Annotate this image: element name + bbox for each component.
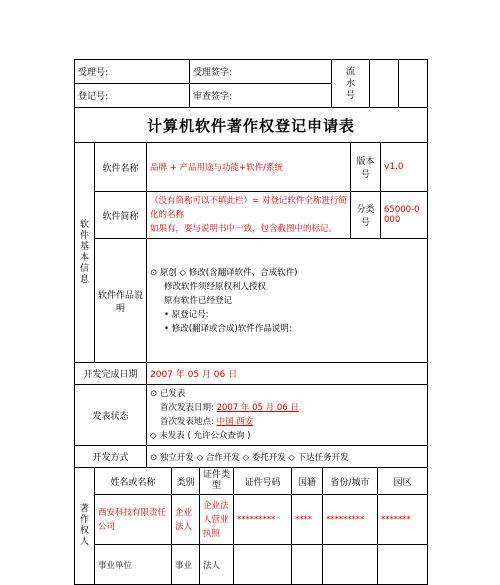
table-row: 事业单位 事业 法人 xyxy=(75,545,428,585)
dev-date-value[interactable]: 2007 年 05 月 06 日 xyxy=(147,363,428,385)
review-sign-field: 审查签字: xyxy=(190,84,332,108)
software-name-label: 软件名称 xyxy=(95,143,147,192)
accept-sign-field: 受理签字: xyxy=(190,60,332,84)
owner-header-park: 园区 xyxy=(378,468,428,495)
class-no-label: 分类号 xyxy=(351,192,381,239)
first-place-value[interactable]: 中国 西安 xyxy=(216,417,254,427)
owner-table xyxy=(74,467,428,585)
version-label: 版本号 xyxy=(351,143,381,192)
work-desc-value[interactable]: ⊙ 原创 ◇ 修改(含翻译软件、合成软件) 修改软件须经原权利人授权 原有软件已经登记 • 原登记号: • 修改(翻译或合成)软件作品说明: xyxy=(147,239,428,363)
dev-mode-label: 开发方式 xyxy=(75,446,147,468)
owner-header-province: 省份/城市 xyxy=(323,468,378,495)
owner-header-name: 姓名或名称 xyxy=(95,468,172,495)
publish-value[interactable]: ⊙ 已发表 首次发表日期: 2007 年 05 月 06 日 首次发表地点: 中国 西安 ◇ 未发表 ( 允许公众查询 ) xyxy=(147,385,428,446)
table-row: 西安科技有限责任公司 企业法人 企业法人营业执照 ********* **** ********* ******* xyxy=(75,495,428,545)
application-form xyxy=(74,59,427,585)
main-table xyxy=(74,107,428,363)
owner-header-id-no: 证件号码 xyxy=(234,468,292,495)
class-no-value[interactable]: 65000-0000 xyxy=(381,192,428,239)
section-software-info: 软件 基本 信息 xyxy=(75,143,95,363)
abbr-value[interactable]: （没有简称可以不填此栏）= 对登记软件全称进行简化的名称 如果有，要与说明书中一致，包含截图中的标记。 xyxy=(147,192,351,239)
accept-no-field: 受理号: xyxy=(75,60,190,84)
dev-table xyxy=(74,362,428,468)
owner-header-type: 类别 xyxy=(172,468,200,495)
register-no-field: 登记号: xyxy=(75,84,190,108)
software-name-value[interactable]: 品牌 + 产品用途与功能+软件/系统 xyxy=(147,143,351,192)
section-owner: 著作 权人 xyxy=(75,468,95,585)
dev-mode-value[interactable]: ⊙ 独立开发 ◇ 合作开发 ◇ 委托开发 ◇ 下达任务开发 xyxy=(147,446,428,468)
dev-date-label: 开发完成日期 xyxy=(75,363,147,385)
form-title: 计算机软件著作权登记申请表 xyxy=(75,108,428,143)
abbr-label: 软件简称 xyxy=(95,192,147,239)
owner-header-id-type: 证件类型 xyxy=(200,468,234,495)
work-desc-label: 软件作品说明 xyxy=(95,239,147,363)
owner-header-nation: 国籍 xyxy=(292,468,323,495)
header-table xyxy=(74,59,428,108)
version-value[interactable]: v1.0 xyxy=(381,143,428,192)
serial-label: 流 水 号 xyxy=(332,60,370,108)
serial-box[interactable] xyxy=(370,60,399,108)
first-date-value[interactable]: 2007 年 05 月 06 日 xyxy=(216,403,299,413)
publish-label: 发表状态 xyxy=(75,385,147,446)
